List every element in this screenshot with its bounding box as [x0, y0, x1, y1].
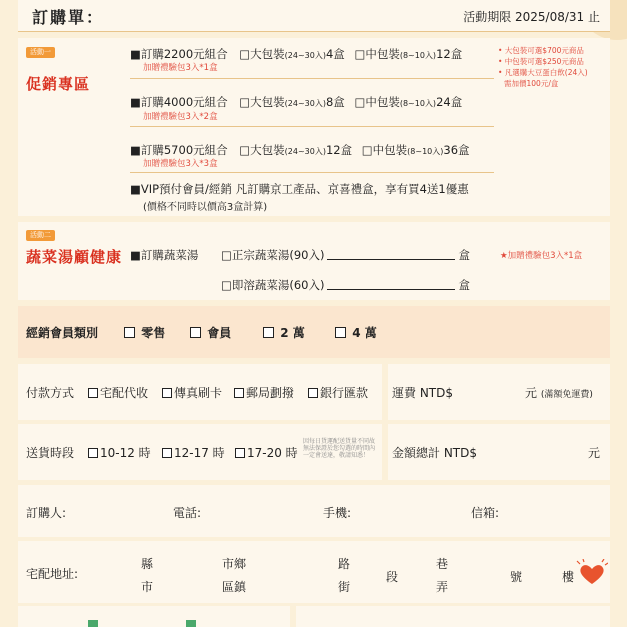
promotion-zone-title: 促銷專區: [26, 75, 91, 93]
address-township: 市鄉: [222, 557, 247, 571]
bottom-panel-left: [18, 606, 290, 627]
member-option-20k[interactable]: 2 萬: [263, 324, 305, 341]
combo-5700-small-option[interactable]: □中包裝(8~10入)36盒: [361, 143, 470, 157]
shipping-fee-unit: 元 (滿額免運費): [525, 386, 593, 400]
delivery-time-row: [18, 424, 382, 480]
vip-price-note: (價格不同時以價高3盒計算): [143, 202, 268, 213]
combo-4000-gift: 加贈禮驗包3入*2盒: [143, 112, 218, 122]
address-city: 市: [141, 580, 154, 594]
combo-5700-label: ■訂購5700元組合: [130, 143, 228, 157]
buyer-name-field[interactable]: 訂購人:: [26, 506, 67, 520]
member-option-retail[interactable]: 零售: [124, 324, 165, 341]
combo-5700[interactable]: [130, 142, 470, 158]
combo-2200-small-option[interactable]: □中包裝(8~10入)12盒: [354, 47, 463, 61]
divider: [130, 172, 494, 173]
combo-5700-gift: 加贈禮驗包3入*3盒: [143, 159, 218, 169]
address-section: 段: [386, 570, 399, 584]
combo-2200-label: ■訂購2200元組合: [130, 47, 228, 61]
member-type-label: 經銷會員類別: [26, 326, 99, 340]
address-lane: 巷: [436, 557, 449, 571]
mobile-field[interactable]: 手機:: [323, 506, 352, 520]
combo-4000-small-option[interactable]: □中包裝(8~10入)24盒: [354, 95, 463, 109]
divider: [130, 126, 494, 127]
total-amount-unit: 元: [588, 446, 601, 460]
heart-icon: [576, 559, 608, 587]
member-option-40k[interactable]: 4 萬: [335, 324, 377, 341]
address-floor: 樓: [562, 570, 575, 584]
delivery-slot-17-20[interactable]: 17-20 時: [235, 444, 298, 461]
address-alley: 弄: [436, 580, 449, 594]
instant-soup-qty-field[interactable]: [327, 280, 455, 290]
green-marker: [88, 620, 98, 627]
package-notes: • 大包裝可選$700元商品 • 中包裝可選$250元商品 • 凡選購大豆蛋白飲(24入) 需加價100元/盒: [498, 46, 588, 88]
activity-one-badge: 活動一: [26, 47, 55, 58]
checkbox[interactable]: [88, 388, 98, 398]
total-amount-label: 金額總計 NTD$: [392, 446, 477, 460]
delivery-slot-10-12[interactable]: 10-12 時: [88, 444, 151, 461]
combo-4000[interactable]: [130, 94, 462, 110]
payment-method-row: [18, 364, 382, 420]
checkbox[interactable]: [162, 388, 172, 398]
address-label: 宅配地址:: [26, 567, 79, 581]
checkbox[interactable]: [162, 448, 172, 458]
vegetable-soup-order-label: ■訂購蔬菜湯: [130, 248, 199, 262]
authentic-soup-option[interactable]: □正宗蔬菜湯(90入) 盒: [221, 248, 470, 262]
address-road: 路: [338, 557, 351, 571]
address-county: 縣: [141, 557, 154, 571]
email-field[interactable]: 信箱:: [471, 506, 500, 520]
vip-offer[interactable]: ■VIP預付會員/經銷 凡訂購京工產品、京喜禮盒，享有買4送1優惠: [130, 182, 469, 196]
address-town: 區鎮: [222, 580, 247, 594]
checkbox[interactable]: [190, 327, 201, 338]
order-header: [18, 0, 610, 32]
member-type-row: [18, 306, 610, 358]
delivery-slot-12-17[interactable]: 12-17 時: [162, 444, 225, 461]
checkbox[interactable]: [263, 327, 274, 338]
combo-2200-gift: 加贈禮驗包3入*1盒: [143, 63, 218, 73]
delivery-address-row: [18, 541, 610, 603]
combo-4000-large-option[interactable]: □大包裝(24~30入)8盒: [239, 95, 345, 109]
address-number: 號: [510, 570, 523, 584]
buyer-info-row: [18, 485, 610, 537]
instant-soup-option[interactable]: □即溶蔬菜湯(60入) 盒: [221, 278, 470, 292]
promotion-zone: [18, 38, 610, 216]
checkbox[interactable]: [335, 327, 346, 338]
payment-method-label: 付款方式: [26, 386, 75, 400]
combo-2200-large-option[interactable]: □大包裝(24~30入)4盒: [239, 47, 345, 61]
soup-gift: ★加贈禮驗包3入*1盒: [500, 251, 583, 261]
checkbox[interactable]: [124, 327, 135, 338]
address-street: 街: [338, 580, 351, 594]
member-option-member[interactable]: 會員: [190, 324, 231, 341]
checkbox[interactable]: [234, 388, 244, 398]
shipping-fee-box: [388, 364, 610, 420]
vegetable-soup-zone: [18, 222, 610, 300]
payment-postal-transfer[interactable]: 郵局劃撥: [234, 384, 294, 401]
shipping-fee-label: 運費 NTD$: [392, 386, 453, 400]
payment-fax-card[interactable]: 傳真刷卡: [162, 384, 222, 401]
combo-5700-large-option[interactable]: □大包裝(24~30入)12盒: [239, 143, 353, 157]
authentic-soup-qty-field[interactable]: [327, 250, 455, 260]
payment-cod[interactable]: 宅配代收: [88, 384, 148, 401]
total-amount-box: [388, 424, 610, 480]
divider: [130, 78, 494, 79]
combo-4000-label: ■訂購4000元組合: [130, 95, 228, 109]
delivery-note: 因每日貨運配送貨量不同故 無法保證於您勾選的時間內 一定會送達，敬請知悉！: [303, 438, 376, 459]
combo-2200[interactable]: [130, 46, 462, 62]
payment-bank-transfer[interactable]: 銀行匯款: [308, 384, 368, 401]
delivery-time-label: 送貨時段: [26, 446, 75, 460]
green-marker: [186, 620, 196, 627]
campaign-period: 活動期限 2025/08/31 止: [463, 10, 600, 24]
phone-field[interactable]: 電話:: [173, 506, 202, 520]
form-title: 訂購單：: [32, 8, 105, 27]
checkbox[interactable]: [88, 448, 98, 458]
vegetable-soup-title: 蔬菜湯顧健康: [26, 248, 123, 266]
activity-two-badge: 活動二: [26, 230, 55, 241]
bottom-panel-right: [296, 606, 610, 627]
checkbox[interactable]: [235, 448, 245, 458]
checkbox[interactable]: [308, 388, 318, 398]
